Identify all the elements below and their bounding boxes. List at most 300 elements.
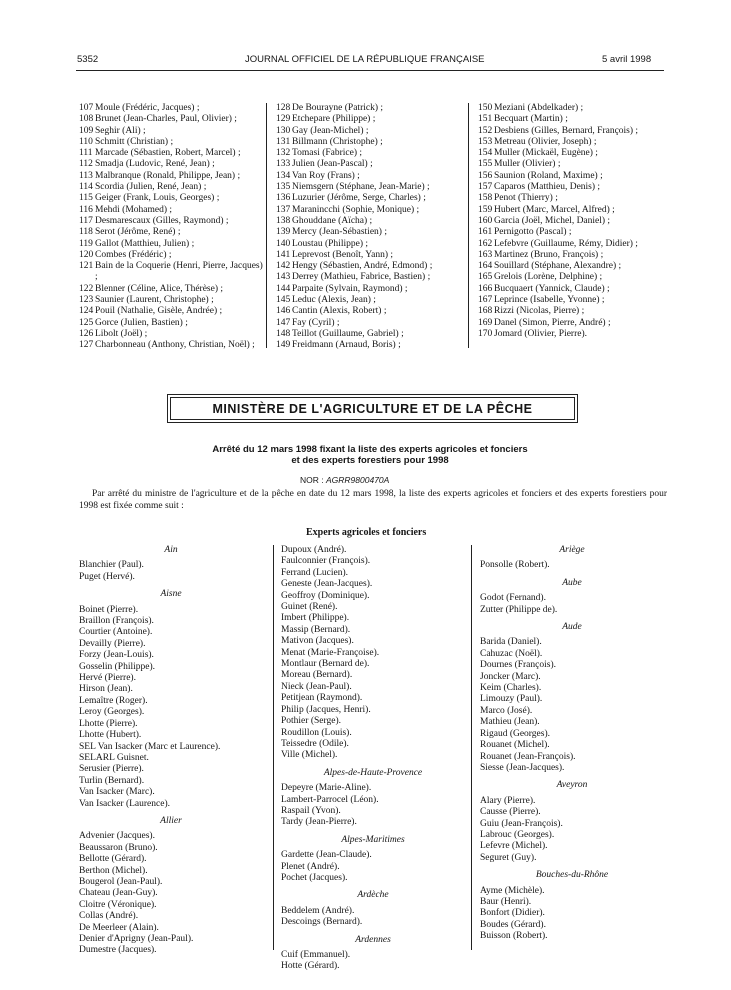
- nor-reference: [300, 475, 389, 485]
- expert-name: Pochet (Jacques).: [281, 872, 348, 883]
- list-item-name: Muller (Olivier) ;: [494, 159, 561, 170]
- expert-name: Forzy (Jean-Louis).: [79, 650, 154, 661]
- list-item-name: Malbranque (Ronald, Philippe, Jean) ;: [95, 170, 241, 181]
- list-item: [79, 137, 263, 148]
- expert-name: De Meerleer (Alain).: [79, 922, 159, 933]
- expert-name: Van Isacker (Marc).: [79, 787, 155, 798]
- expert-name: Teissedre (Odile).: [281, 738, 349, 749]
- list-item: [79, 205, 263, 216]
- department-heading: Ardennes: [355, 934, 391, 945]
- list-item: [478, 239, 668, 250]
- list-item: [478, 126, 668, 137]
- list-item-name: Van Roy (Frans) ;: [292, 170, 360, 181]
- expert-name: Dupoux (André).: [281, 545, 347, 555]
- list-item-name: Pouil (Nathalie, Gisèle, Andrée) ;: [95, 306, 223, 317]
- list-item-name: Gorce (Julien, Bastien) ;: [95, 317, 188, 328]
- list-item-name: Fay (Cyril) ;: [292, 317, 340, 328]
- list-item-number: 121: [79, 261, 94, 272]
- department-heading: Alpes-Maritimes: [341, 834, 405, 845]
- expert-name: Mativon (Jacques).: [281, 636, 354, 647]
- expert-name: Lambert-Parrocel (Léon).: [281, 794, 379, 805]
- list-item: [79, 306, 263, 317]
- expert-name: Cloitre (Véronique).: [79, 899, 157, 910]
- list-item-number: 157: [478, 182, 493, 193]
- list-item: [276, 216, 466, 227]
- list-item-name: Becquart (Martin) ;: [494, 114, 568, 125]
- expert-name: Hirson (Jean).: [79, 684, 133, 695]
- expert-name: Joncker (Marc).: [480, 671, 541, 682]
- list-item-number: 165: [478, 272, 493, 283]
- list-item-name: Saunier (Laurent, Christophe) ;: [95, 295, 214, 306]
- list-item: [478, 182, 668, 193]
- list-item: [276, 103, 466, 114]
- list-item-name: Billmann (Christophe) ;: [292, 136, 383, 147]
- column-divider: [471, 545, 472, 950]
- ministry-heading: MINISTÈRE DE L'AGRICULTURE ET DE LA PÊCHE: [212, 401, 533, 416]
- list-item: [478, 329, 668, 340]
- list-item: [79, 318, 263, 329]
- list-item-number: 142: [276, 261, 291, 272]
- list-item-number: 123: [79, 295, 94, 306]
- department-heading: Alpes-de-Haute-Provence: [323, 767, 423, 778]
- expert-name: Advenier (Jacques).: [79, 831, 155, 842]
- list-item-name: Saunion (Roland, Maxime) ;: [494, 170, 603, 181]
- expert-name: Boudes (Gérard).: [480, 919, 546, 930]
- list-item: [478, 137, 668, 148]
- list-item-name: Desmarescaux (Gilles, Raymond) ;: [95, 215, 229, 226]
- expert-name: Ayme (Michèle).: [480, 885, 545, 896]
- expert-name: Puget (Hervé).: [79, 571, 135, 582]
- list-item-name: De Bourayne (Patrick) ;: [292, 103, 384, 113]
- list-item-number: 107: [79, 103, 94, 113]
- expert-name: Plenet (André).: [281, 861, 340, 872]
- list-item-name: Leduc (Alexis, Jean) ;: [292, 295, 376, 306]
- expert-name: Turlin (Bernard).: [79, 775, 145, 786]
- expert-name: Zutter (Philippe de).: [480, 604, 558, 615]
- list-item-number: 162: [478, 238, 493, 249]
- list-item-number: 159: [478, 204, 493, 215]
- expert-name: SEL Van Isacker (Marc et Laurence).: [79, 741, 221, 752]
- list-item-name: Luzurier (Jérôme, Serge, Charles) ;: [292, 193, 426, 204]
- department-heading: Allier: [160, 815, 182, 826]
- list-item-name: Pernigotto (Pascal) ;: [494, 227, 572, 238]
- list-item-name: Niemsgern (Stéphane, Jean-Marie) ;: [292, 182, 430, 193]
- expert-name: SELARL Guisnet.: [79, 752, 149, 763]
- list-item-number: 112: [79, 159, 93, 170]
- expert-name: Braillon (François).: [79, 616, 154, 627]
- list-item: [79, 227, 263, 238]
- list-item: [79, 114, 263, 125]
- list-item-number: 115: [79, 193, 93, 204]
- list-item-name: Serot (Jérôme, René) ;: [95, 227, 181, 238]
- list-item-number: 117: [79, 215, 93, 226]
- list-item-name: Moule (Frédéric, Jacques) ;: [95, 103, 200, 113]
- expert-name: Denier d'Aprigny (Jean-Paul).: [79, 934, 194, 944]
- list-item: [276, 137, 466, 148]
- list-item-name: Gay (Jean-Michel) ;: [292, 125, 369, 136]
- list-item-name: Hengy (Sébastien, André, Edmond) ;: [292, 261, 433, 272]
- list-item-number: 152: [478, 125, 493, 136]
- list-item-name: Derrey (Mathieu, Fabrice, Bastien) ;: [292, 272, 431, 283]
- list-item-number: 146: [276, 306, 291, 317]
- expert-name: Courtier (Antoine).: [79, 627, 153, 638]
- list-item: [478, 205, 668, 216]
- issue-date: 5 avril 1998: [602, 54, 652, 65]
- list-item-name: Leprince (Isabelle, Yvonne) ;: [494, 295, 605, 306]
- expert-name: Rouanet (Jean-François).: [480, 751, 576, 762]
- list-item-number: 132: [276, 148, 291, 159]
- expert-name: Bellotte (Gérard).: [79, 854, 147, 865]
- expert-name: Menat (Marie-Françoise).: [281, 647, 380, 658]
- expert-name: Dumestre (Jacques).: [79, 945, 157, 956]
- expert-name: Chateau (Jean-Guy).: [79, 888, 158, 899]
- list-item-number: 153: [478, 136, 493, 147]
- expert-name: Moreau (Bernard).: [281, 670, 353, 681]
- expert-name: Guinet (René).: [281, 602, 338, 613]
- list-item: [478, 114, 668, 125]
- expert-name: Depeyre (Marie-Aline).: [281, 783, 372, 794]
- list-item: [276, 239, 466, 250]
- list-item-number: 154: [478, 148, 493, 159]
- expert-name: Serusier (Pierre).: [79, 764, 144, 775]
- list-item: [79, 250, 263, 261]
- expert-name: Pothier (Serge).: [281, 716, 341, 727]
- list-item-number: 143: [276, 272, 291, 283]
- list-item-name: Teillot (Guillaume, Gabriel) ;: [292, 328, 404, 339]
- expert-name: Lhotte (Pierre).: [79, 718, 138, 729]
- department-heading: Aveyron: [556, 780, 588, 791]
- list-item: [478, 250, 668, 261]
- column-divider: [468, 103, 469, 348]
- arrete-title-line-2: et des experts forestiers pour 1998: [291, 455, 449, 466]
- expert-name: Collas (André).: [79, 911, 139, 922]
- list-item: [276, 250, 466, 261]
- list-item-name: Mehdi (Mohamed) ;: [95, 204, 173, 215]
- list-item: [276, 227, 466, 238]
- list-item-name: Libolt (Joël) ;: [95, 328, 148, 339]
- list-item: [79, 126, 263, 137]
- list-item-number: 114: [79, 182, 93, 193]
- page-number: 5352: [77, 54, 99, 65]
- arrete-title-line-1: Arrêté du 12 mars 1998 fixant la liste des experts agricoles et fonciers: [212, 444, 528, 455]
- expert-name: Lhotte (Hubert).: [79, 730, 142, 741]
- expert-name: Berthon (Michel).: [79, 865, 148, 876]
- list-item-name: Lefebvre (Guillaume, Rémy, Didier) ;: [494, 238, 638, 249]
- department-heading: Aude: [562, 622, 582, 633]
- expert-name: Limouzy (Paul).: [480, 694, 543, 705]
- list-item-number: 125: [79, 317, 94, 328]
- list-item: [276, 261, 466, 272]
- list-item-name: Souillard (Stéphane, Alexandre) ;: [494, 261, 622, 272]
- list-item-number: 136: [276, 193, 291, 204]
- list-item-number: 169: [478, 317, 493, 328]
- list-item-name: Bain de la Coquerie (Henri, Pierre, Jacques) ;: [95, 261, 263, 283]
- expert-name: Cahuzac (Noël).: [480, 648, 543, 659]
- expert-name: Godot (Fernand).: [480, 593, 546, 604]
- list-item-number: 109: [79, 125, 94, 136]
- expert-name: Faulconnier (François).: [281, 556, 371, 567]
- department-heading: Aube: [562, 577, 582, 588]
- list-item-number: 119: [79, 238, 93, 249]
- expert-name: Philip (Jacques, Henri).: [281, 704, 371, 715]
- list-item-name: Desbiens (Gilles, Bernard, François) ;: [494, 125, 639, 136]
- expert-name: Buisson (Robert).: [480, 931, 548, 942]
- expert-name: Barida (Daniel).: [480, 637, 542, 648]
- list-item-name: Penot (Thierry) ;: [494, 193, 558, 204]
- department-heading: Bouches-du-Rhône: [535, 870, 609, 881]
- experts-column-2: [281, 545, 465, 973]
- expert-name: Montlaur (Bernard de).: [281, 659, 370, 670]
- list-item-name: Blenner (Céline, Alice, Thérèse) ;: [95, 283, 224, 294]
- list-item-number: 155: [478, 159, 493, 170]
- expert-name: Baur (Henri).: [480, 896, 532, 907]
- expert-name: Nieck (Jean-Paul).: [281, 681, 352, 692]
- expert-name: Marco (José).: [480, 705, 533, 716]
- list-item: [276, 306, 466, 317]
- list-item-number: 135: [276, 182, 291, 193]
- expert-name: Roudillon (Louis).: [281, 727, 352, 738]
- expert-name: Labrouc (Georges).: [480, 829, 555, 840]
- list-item-number: 111: [79, 148, 93, 159]
- list-item-name: Jomard (Olivier, Pierre).: [494, 328, 588, 339]
- list-item-name: Gallot (Matthieu, Julien) ;: [95, 238, 195, 249]
- list-item-name: Cantin (Alexis, Robert) ;: [292, 306, 387, 317]
- expert-name: Alary (Pierre).: [480, 795, 536, 806]
- list-item-number: 134: [276, 170, 291, 181]
- list-item-number: 130: [276, 125, 291, 136]
- list-item-number: 166: [478, 283, 493, 294]
- list-item-name: Danel (Simon, Pierre, André) ;: [494, 317, 611, 328]
- expert-name: Mathieu (Jean).: [480, 717, 540, 728]
- arrete-paragraph: Par arrêté du ministre de l'agriculture et de la pêche en date du 12 mars 1998, la liste des experts agricoles et fonciers et des experts forestiers pour 1998 est fixée comme suit :: [79, 489, 667, 511]
- list-item-name: Garcia (Joël, Michel, Daniel) ;: [494, 215, 611, 226]
- list-item: [478, 306, 668, 317]
- list-item-name: Charbonneau (Anthony, Christian, Noël) ;: [95, 340, 255, 351]
- list-item: [276, 318, 466, 329]
- list-item-number: 158: [478, 193, 493, 204]
- department-heading: Ariège: [559, 545, 585, 555]
- list-item: [478, 318, 668, 329]
- list-item: [276, 126, 466, 137]
- list-item: [478, 216, 668, 227]
- list-item-number: 110: [79, 136, 93, 147]
- column-divider: [273, 545, 274, 950]
- ministry-heading-box: [167, 394, 578, 423]
- list-item-number: 126: [79, 328, 94, 339]
- list-item: [79, 340, 263, 351]
- list-item-name: Metreau (Olivier, Joseph) ;: [494, 136, 597, 147]
- list-item-number: 127: [79, 340, 94, 351]
- list-item: [478, 159, 668, 170]
- department-heading: Aisne: [160, 589, 182, 600]
- list-item: [276, 272, 466, 283]
- list-item-number: 145: [276, 295, 291, 306]
- list-item-number: 168: [478, 306, 493, 317]
- list-item: [478, 193, 668, 204]
- numbered-list-column-3: [478, 103, 668, 340]
- list-item: [276, 171, 466, 182]
- list-item-name: Hubert (Marc, Marcel, Alfred) ;: [494, 204, 615, 215]
- list-item-name: Etchepare (Philippe) ;: [292, 114, 376, 125]
- list-item: [79, 182, 263, 193]
- list-item: [79, 148, 263, 159]
- list-item-name: Meziani (Abdelkader) ;: [494, 103, 584, 113]
- list-item: [79, 159, 263, 170]
- expert-name: Keim (Charles).: [480, 683, 542, 694]
- nor-label: NOR :: [300, 475, 324, 485]
- list-item: [276, 295, 466, 306]
- list-item-name: Grelois (Lorène, Delphine) ;: [494, 272, 603, 283]
- list-item-number: 129: [276, 114, 291, 125]
- list-item-name: Scordia (Julien, René, Jean) ;: [95, 182, 207, 193]
- list-item: [79, 239, 263, 250]
- list-item: [478, 148, 668, 159]
- list-item-number: 164: [478, 261, 493, 272]
- experts-column-1: [79, 545, 263, 957]
- list-item: [276, 148, 466, 159]
- expert-name: Tardy (Jean-Pierre).: [281, 817, 357, 828]
- list-item: [276, 329, 466, 340]
- expert-name: Raspail (Yvon).: [281, 805, 341, 816]
- list-item: [478, 227, 668, 238]
- expert-name: Imbert (Philippe).: [281, 613, 350, 624]
- list-item-name: Muller (Mickaël, Eugène) ;: [494, 148, 598, 159]
- list-item-number: 163: [478, 249, 493, 260]
- list-item-name: Martinez (Bruno, François) ;: [494, 249, 604, 260]
- list-item-name: Smadja (Ludovic, René, Jean) ;: [95, 159, 215, 170]
- expert-name: Hervé (Pierre).: [79, 673, 136, 684]
- list-item-name: Bucquaert (Yannick, Claude) ;: [494, 283, 610, 294]
- expert-name: Bougerol (Jean-Paul).: [79, 876, 163, 887]
- list-item-name: Freidmann (Arnaud, Boris) ;: [292, 340, 401, 351]
- list-item: [276, 114, 466, 125]
- nor-code: AGRR9800470A: [326, 475, 390, 485]
- expert-name: Ponsolle (Robert).: [480, 560, 550, 571]
- list-item-number: 147: [276, 317, 291, 328]
- list-item-name: Rizzi (Nicolas, Pierre) ;: [494, 306, 585, 317]
- expert-name: Boinet (Pierre).: [79, 604, 139, 615]
- list-item-number: 124: [79, 306, 94, 317]
- list-item-name: Tomasi (Fabrice) ;: [292, 148, 363, 159]
- list-item: [478, 103, 668, 114]
- department-heading: Ain: [164, 545, 178, 555]
- list-item: [478, 261, 668, 272]
- list-item-number: 144: [276, 283, 291, 294]
- expert-name: Geoffroy (Dominique).: [281, 590, 370, 601]
- list-item-number: 116: [79, 204, 93, 215]
- list-item: [79, 193, 263, 204]
- list-item-number: 170: [478, 328, 493, 339]
- expert-name: Bonfort (Didier).: [480, 908, 545, 919]
- list-item: [276, 284, 466, 295]
- list-item-name: Maranincchi (Sophie, Monique) ;: [292, 204, 420, 215]
- expert-name: Lemaître (Roger).: [79, 695, 148, 706]
- section-title: Experts agricoles et fonciers: [306, 527, 427, 538]
- list-item: [79, 284, 263, 295]
- list-item-number: 150: [478, 103, 493, 113]
- list-item-number: 137: [276, 204, 291, 215]
- list-item: [276, 193, 466, 204]
- list-item: [478, 284, 668, 295]
- list-item-number: 108: [79, 114, 94, 125]
- list-item-name: Ghouddane (Aïcha) ;: [292, 215, 373, 226]
- expert-name: Ferrand (Lucien).: [281, 567, 348, 578]
- list-item-name: Schmitt (Christian) ;: [95, 136, 174, 147]
- list-item-name: Parpaite (Sylvain, Raymond) ;: [292, 283, 408, 294]
- experts-column-3: [480, 545, 664, 943]
- expert-name: Gardette (Jean-Claude).: [281, 850, 372, 861]
- list-item-number: 138: [276, 215, 291, 226]
- list-item-name: Combes (Frédéric) ;: [95, 249, 172, 260]
- list-item-number: 160: [478, 215, 493, 226]
- list-item: [79, 261, 263, 284]
- list-item-number: 140: [276, 238, 291, 249]
- journal-title: JOURNAL OFFICIEL DE LA RÉPUBLIQUE FRANÇAISE: [245, 54, 485, 65]
- list-item-number: 122: [79, 283, 94, 294]
- list-item-name: Seghir (Ali) ;: [95, 125, 146, 136]
- list-item-name: Brunet (Jean-Charles, Paul, Olivier) ;: [95, 114, 237, 125]
- expert-name: Descoings (Bernard).: [281, 917, 363, 928]
- list-item: [276, 159, 466, 170]
- expert-name: Dournes (François).: [480, 660, 556, 671]
- list-item-number: 139: [276, 227, 291, 238]
- expert-name: Rigaud (Georges).: [480, 728, 551, 739]
- expert-name: Van Isacker (Laurence).: [79, 798, 170, 809]
- list-item: [79, 329, 263, 340]
- list-item-name: Marcade (Sébastien, Robert, Marcel) ;: [95, 148, 241, 159]
- list-item: [276, 340, 466, 351]
- list-item-number: 133: [276, 159, 291, 170]
- list-item-name: Mercy (Jean-Sébastien) ;: [292, 227, 387, 238]
- expert-name: Lefevre (Michel).: [480, 841, 548, 852]
- expert-name: Siesse (Jean-Jacques).: [480, 762, 565, 773]
- header-rule: [76, 70, 664, 71]
- numbered-list-column-1: [79, 103, 263, 352]
- expert-name: Rouanet (Michel).: [480, 740, 550, 751]
- list-item-number: 120: [79, 249, 94, 260]
- expert-name: Ville (Michel).: [281, 750, 338, 761]
- list-item: [478, 295, 668, 306]
- expert-name: Beddelem (André).: [281, 905, 355, 916]
- list-item-number: 113: [79, 170, 93, 181]
- list-item-name: Julien (Jean-Pascal) ;: [292, 159, 373, 170]
- expert-name: Beaussaron (Bruno).: [79, 842, 158, 853]
- expert-name: Petitjean (Raymond).: [281, 693, 363, 704]
- list-item-name: Loustau (Philippe) ;: [292, 238, 368, 249]
- department-heading: Ardèche: [357, 890, 389, 901]
- list-item-number: 151: [478, 114, 493, 125]
- list-item: [276, 182, 466, 193]
- list-item-number: 148: [276, 328, 291, 339]
- column-divider: [266, 103, 267, 348]
- list-item-number: 149: [276, 340, 291, 351]
- list-item: [276, 205, 466, 216]
- list-item-number: 161: [478, 227, 493, 238]
- expert-name: Seguret (Guy).: [480, 852, 537, 863]
- list-item: [478, 272, 668, 283]
- list-item: [478, 171, 668, 182]
- list-item-number: 141: [276, 249, 291, 260]
- list-item-name: Leprevost (Benoît, Yann) ;: [292, 249, 394, 260]
- list-item-number: 131: [276, 136, 291, 147]
- expert-name: Devailly (Pierre).: [79, 638, 146, 649]
- expert-name: Blanchier (Paul).: [79, 560, 144, 571]
- list-item-number: 128: [276, 103, 291, 113]
- list-item-name: Geiger (Frank, Louis, Georges) ;: [95, 193, 220, 204]
- expert-name: Causse (Pierre).: [480, 807, 541, 818]
- expert-name: Geneste (Jean-Jacques).: [281, 579, 373, 590]
- list-item-number: 156: [478, 170, 493, 181]
